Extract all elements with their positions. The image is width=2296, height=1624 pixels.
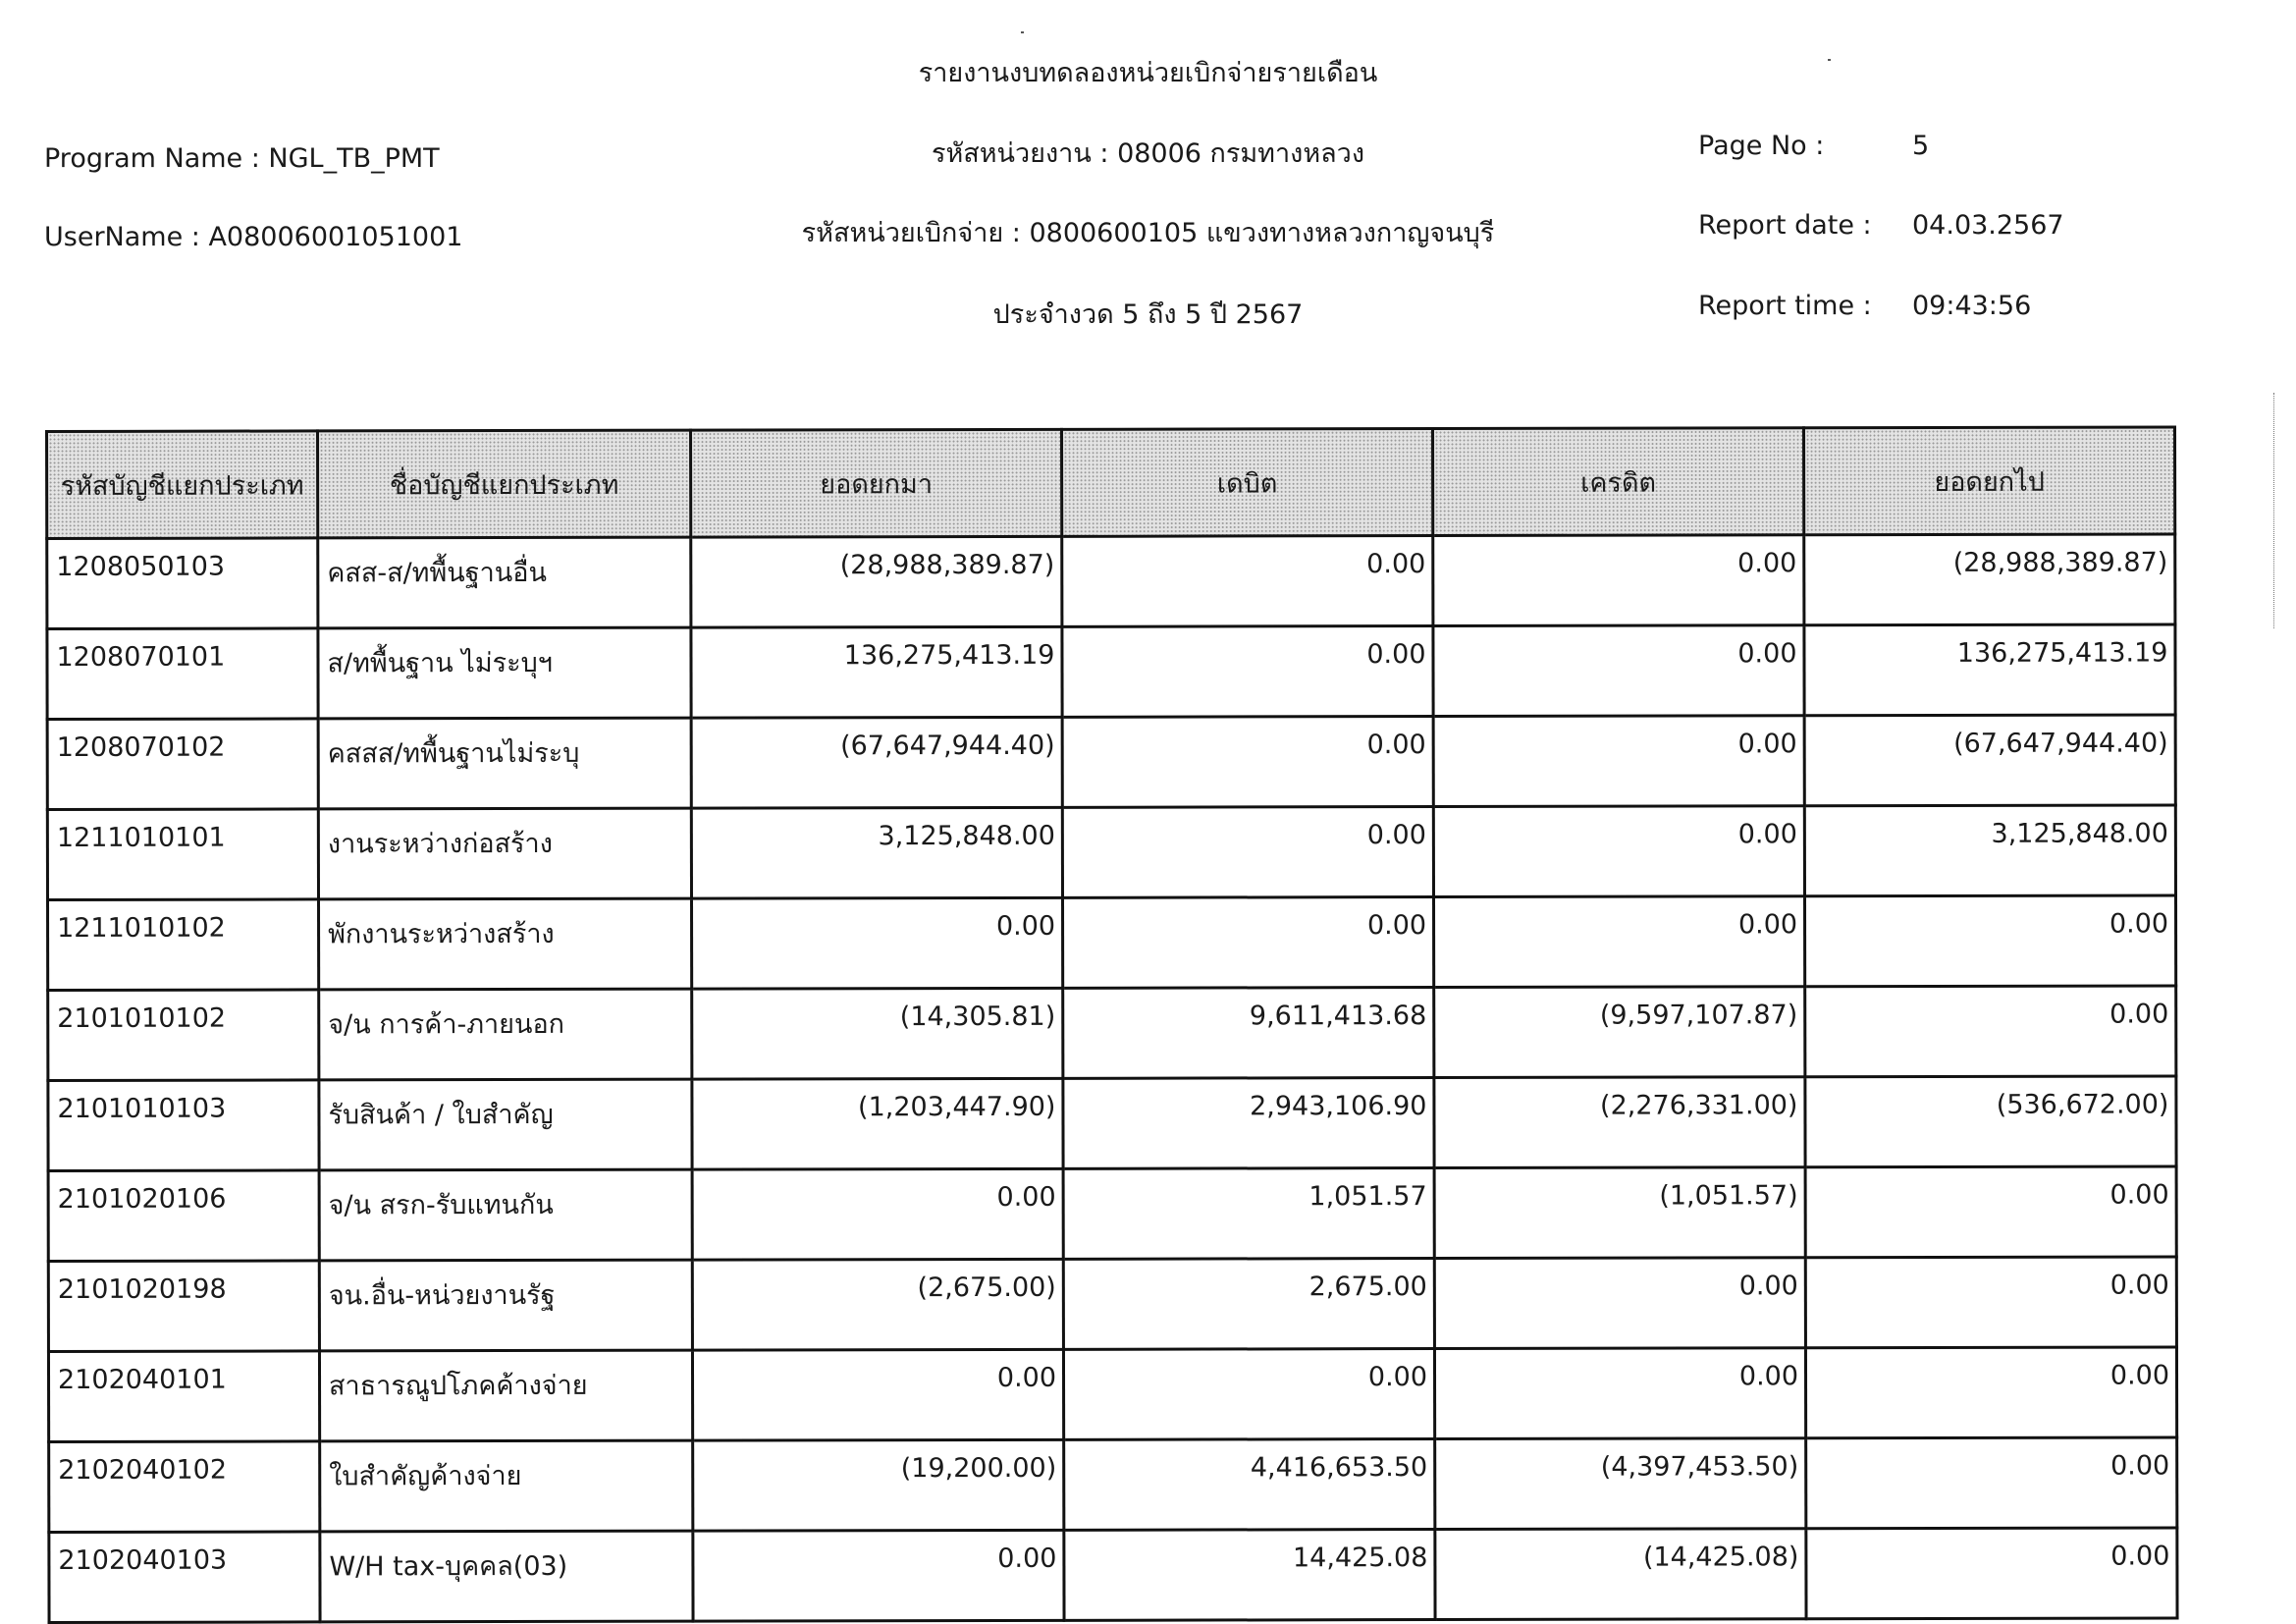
- cell-debit: 0.00: [1063, 1349, 1434, 1440]
- cell-brought-forward: (14,305.81): [692, 988, 1063, 1079]
- agency-code-line: รหัสหน่วยงาน : 08006 กรมทางหลวง: [931, 138, 1365, 169]
- cell-debit: 0.00: [1062, 807, 1433, 898]
- cell-account-code: 1208070101: [47, 628, 318, 720]
- cell-account-name: สาธารณูปโภคค้างจ่าย: [319, 1350, 692, 1441]
- table-row: [47, 624, 2175, 720]
- cell-credit: (9,597,107.87): [1434, 987, 1805, 1078]
- cell-account-code: 1211010101: [47, 809, 318, 900]
- cell-debit: 4,416,653.50: [1064, 1439, 1435, 1531]
- cell-credit: 0.00: [1433, 716, 1804, 807]
- cell-account-name: รับสินค้า / ใบสำคัญ: [319, 1079, 692, 1170]
- cell-account-code: 2101020106: [48, 1170, 319, 1262]
- page-no-label: Page No :: [1698, 131, 1825, 161]
- cell-account-code: 2102040103: [49, 1532, 320, 1623]
- table-row: [49, 1437, 2177, 1533]
- column-header-debit: เดบิต: [1062, 429, 1433, 537]
- cell-account-name: ใบสำคัญค้างจ่าย: [320, 1440, 693, 1532]
- cell-account-name: ส/ทพื้นฐาน ไม่ระบุฯ: [318, 627, 691, 719]
- cell-brought-forward: 3,125,848.00: [691, 807, 1062, 898]
- cell-credit: (2,276,331.00): [1434, 1077, 1805, 1168]
- cell-account-code: 1211010102: [48, 899, 319, 991]
- cell-carried-forward: 0.00: [1804, 895, 2175, 987]
- cell-account-name: จ/น สรก-รับแทนกัน: [319, 1169, 692, 1261]
- cell-account-code: 2102040101: [48, 1351, 319, 1442]
- cell-brought-forward: 0.00: [692, 1349, 1063, 1440]
- cell-credit: 0.00: [1434, 1258, 1805, 1349]
- cell-credit: (1,051.57): [1434, 1167, 1805, 1259]
- table-body: [47, 534, 2177, 1623]
- cell-account-code: 1208050103: [47, 538, 318, 629]
- cell-brought-forward: 0.00: [692, 1168, 1063, 1260]
- program-name: Program Name : NGL_TB_PMT: [44, 143, 440, 174]
- cell-account-name: งานระหว่างก่อสร้าง: [318, 808, 691, 899]
- table-header-row: [47, 427, 2175, 539]
- page-no-value: 5: [1912, 131, 1930, 161]
- table-row: [47, 805, 2175, 900]
- column-header-account-code: รหัสบัญชีแยกประเภท: [47, 431, 318, 539]
- period-line: ประจำงวด 5 ถึง 5 ปี 2567: [992, 299, 1304, 330]
- cell-debit: 0.00: [1062, 897, 1433, 989]
- table-row: [48, 986, 2176, 1081]
- scan-speck: [1828, 59, 1831, 61]
- cell-brought-forward: (19,200.00): [693, 1439, 1064, 1531]
- cell-credit: 0.00: [1434, 1348, 1805, 1439]
- column-header-brought-forward: ยอดยกมา: [691, 429, 1062, 537]
- cell-account-code: 2101010103: [48, 1080, 319, 1171]
- report-date-label: Report date :: [1698, 210, 1872, 241]
- column-header-credit: เครดิต: [1433, 428, 1804, 536]
- cell-brought-forward: (28,988,389.87): [691, 536, 1062, 627]
- cell-credit: 0.00: [1433, 535, 1804, 626]
- cell-debit: 14,425.08: [1064, 1530, 1435, 1621]
- report-time-value: 09:43:56: [1912, 291, 2032, 321]
- column-header-carried-forward: ยอดยกไป: [1803, 427, 2174, 535]
- report-title: รายงานงบทดลองหน่วยเบิกจ่ายรายเดือน: [918, 58, 1378, 88]
- cell-credit: 0.00: [1433, 806, 1804, 897]
- table-row: [48, 1347, 2176, 1442]
- scan-margin-line: [2273, 393, 2274, 628]
- cell-carried-forward: 0.00: [1805, 986, 2176, 1077]
- cell-brought-forward: 136,275,413.19: [691, 626, 1062, 718]
- cell-account-name: คสส-ส/ทพื้นฐานอื่น: [318, 537, 691, 628]
- cell-carried-forward: 136,275,413.19: [1804, 624, 2175, 716]
- cell-credit: (14,425.08): [1435, 1529, 1806, 1620]
- table-row: [48, 1257, 2176, 1352]
- report-date-value: 04.03.2567: [1912, 210, 2064, 241]
- table-row: [47, 715, 2175, 810]
- cell-carried-forward: (28,988,389.87): [1804, 534, 2175, 625]
- cell-credit: 0.00: [1433, 896, 1804, 988]
- cell-carried-forward: 0.00: [1806, 1528, 2177, 1619]
- disbursement-unit-line: รหัสหน่วยเบิกจ่าย : 0800600105 แขวงทางหลวงกาญจนบุรี: [801, 218, 1495, 248]
- table-row: [47, 534, 2175, 629]
- cell-carried-forward: 3,125,848.00: [1804, 805, 2175, 896]
- cell-account-name: W/H tax-บุคคล(03): [320, 1531, 693, 1622]
- trial-balance-table: [45, 425, 2179, 1624]
- cell-debit: 2,675.00: [1063, 1259, 1434, 1350]
- cell-carried-forward: 0.00: [1805, 1347, 2176, 1438]
- cell-debit: 9,611,413.68: [1063, 988, 1434, 1079]
- column-header-account-name: ชื่อบัญชีแยกประเภท: [318, 430, 691, 538]
- cell-debit: 1,051.57: [1063, 1168, 1434, 1260]
- report-time-label: Report time :: [1698, 291, 1872, 321]
- cell-account-name: พักงานระหว่างสร้าง: [319, 898, 692, 990]
- cell-account-name: คสสส/ทพื้นฐานไม่ระบุ: [318, 718, 691, 809]
- cell-debit: 0.00: [1062, 536, 1433, 627]
- cell-account-name: จ/น การค้า-ภายนอก: [319, 989, 692, 1080]
- table-row: [48, 895, 2176, 991]
- cell-debit: 2,943,106.90: [1063, 1078, 1434, 1169]
- cell-carried-forward: (67,647,944.40): [1804, 715, 2175, 806]
- cell-credit: (4,397,453.50): [1435, 1438, 1806, 1530]
- table-row: [48, 1166, 2176, 1262]
- cell-credit: 0.00: [1433, 625, 1804, 717]
- cell-carried-forward: 0.00: [1805, 1257, 2176, 1348]
- cell-account-name: จน.อื่น-หน่วยงานรัฐ: [319, 1260, 692, 1351]
- cell-brought-forward: 0.00: [693, 1530, 1064, 1621]
- cell-debit: 0.00: [1062, 717, 1433, 808]
- cell-carried-forward: 0.00: [1805, 1166, 2176, 1258]
- cell-brought-forward: 0.00: [692, 897, 1063, 989]
- cell-account-code: 2102040102: [49, 1441, 320, 1533]
- cell-debit: 0.00: [1062, 626, 1433, 718]
- table-row: [49, 1528, 2177, 1623]
- cell-brought-forward: (1,203,447.90): [692, 1078, 1063, 1169]
- cell-brought-forward: (2,675.00): [692, 1259, 1063, 1350]
- cell-account-code: 2101020198: [48, 1261, 319, 1352]
- cell-account-code: 2101010102: [48, 990, 319, 1081]
- scan-speck: [1021, 31, 1024, 33]
- cell-account-code: 1208070102: [47, 719, 318, 810]
- user-name: UserName : A08006001051001: [44, 222, 463, 252]
- cell-brought-forward: (67,647,944.40): [691, 717, 1062, 808]
- table-row: [48, 1076, 2176, 1171]
- cell-carried-forward: (536,672.00): [1805, 1076, 2176, 1167]
- cell-carried-forward: 0.00: [1806, 1437, 2177, 1529]
